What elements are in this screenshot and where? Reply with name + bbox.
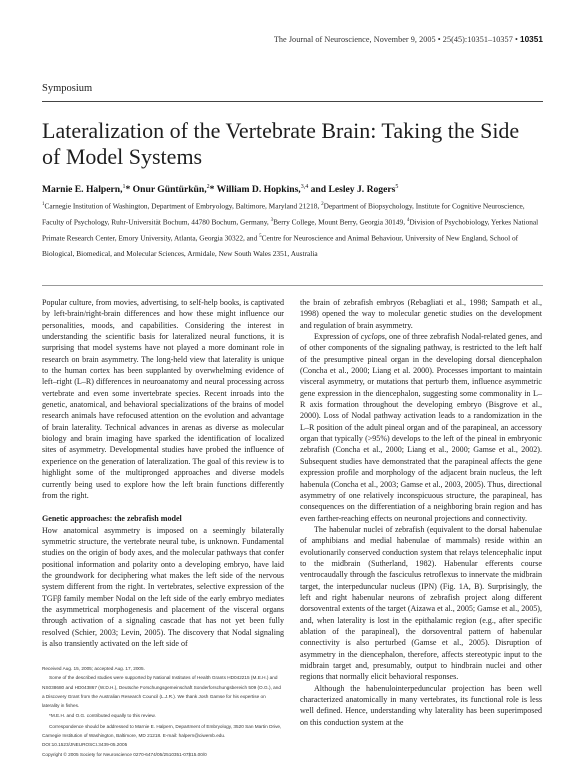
gene-name: cyclops	[360, 332, 385, 342]
author-name: and Lesley J. Rogers	[308, 184, 396, 196]
affiliation-mark: 5	[259, 234, 262, 240]
right-column	[300, 297, 542, 728]
affiliation-text: Carnegie Institution of Washington, Department of Embryology, Baltimore, Maryland 21218,	[44, 201, 322, 211]
footnote-support: Some of the described studies were supported by National Institutes of Health Grants HD042215 (M.E.H.) and NS038680 and HD043867 (W.D.H.), Deutsche Forschungsgemeinschaft Sonderforschungsbereich 509 (O.G.), and a Discovery Grant from the Australian Research Council (L.J.R.). We thank Josh Gamse for his expertise on laterality in fishes.	[42, 675, 281, 709]
author-affiliation-mark: 5	[395, 184, 399, 190]
footnote-copyright: Copyright © 2005 Society for Neuroscience 0270-6474/05/2510351-07$15.00/0	[42, 751, 207, 757]
divider-abstract	[42, 285, 543, 286]
affiliations	[42, 198, 547, 262]
author-name: * Onur Güntürkün,	[125, 184, 207, 196]
author-affiliation-mark: 3,4	[300, 184, 309, 190]
affiliation-text: Centre for Neuroscience and Animal Behaviour, University of New England, School of Biological, Biomedical, and Molecular Sciences, Armidale, New South Wales 2351, Australia	[42, 233, 519, 258]
paragraph-lead: Expression of	[314, 332, 361, 342]
author-affiliation-mark: 2	[206, 184, 210, 190]
left-column	[42, 297, 284, 649]
body-paragraph	[300, 331, 542, 524]
affiliation-mark: 2	[321, 202, 324, 207]
footnote-doi: DOI:10.1523/JNEUROSCI.3439-05.2005	[42, 742, 128, 748]
body-paragraph: The habenular nuclei of zebrafish (equivalent to the dorsal habenulae of amphibians and medial habenulae of mammals) reside within an evolutionarily conserved conduction system that relays telencephalic input to the midbrain (Sutherland, 1982). Habenular efferents course ventrocaudally through the fasciculus retroflexus to innervate the midbrain target, the interpeduncular nucleus (IPN) (Fig. 1A, B). Surprisingly, the left and right habenular neurons of zebrafish project along different dorsoventral extents of the target (Aizawa et al., 2005; Gamse et al., 2005), and, when laterality is lost in the epithalamic region (e.g., after specific ablation of the parapineal), the dorsoventral pattern of habenular connectivity is also perturbed (Gamse et al., 2005). Disruption of asymmetry in the diencephalon, therefore, affects stereotypic input to the midbrain target and, presumably, output to hindbrain nuclei and other regions that normally elicit behavioral responses.	[300, 524, 542, 682]
affiliation-mark: 4	[406, 218, 410, 224]
footnote-correspondence: Correspondence should be addressed to Marnie E. Halpern, Department of Embryology, 3520 San Martin Drive, Carnegie Institution of Washington, Baltimore, MD 21218. E-mail: halpern@ciwemb.edu.	[42, 723, 282, 739]
footnote-equal-contribution: *M.E.H. and O.G. contributed equally to this review.	[49, 713, 156, 719]
author-name: Marnie E. Halpern,	[42, 184, 123, 196]
affiliation-text: Division of Psychobiology, Yerkes National Primate Research Center, Emory University, Atlanta, Georgia 30322, and	[42, 217, 539, 243]
footnote-received: Received Aug. 15, 2005; accepted Aug. 17, 2005.	[42, 666, 145, 671]
page-number: 10351	[519, 35, 543, 44]
affiliation-text: Berry College, Mount Berry, Georgia 30149,	[273, 217, 407, 227]
affiliation-mark: 3	[270, 218, 274, 224]
footnotes	[42, 664, 284, 759]
affiliation-text: Department of Biopsychology, Institute for Cognitive Neuroscience, Faculty of Psychology, Ruhr-Universität Bochum, 44780 Bochum, Germany,	[42, 201, 525, 227]
body-paragraph: How anatomical asymmetry is imposed on a seemingly bilaterally symmetric structure, the vertebrate neural tube, is unknown. Fundamental studies on the origin of body axes, and the molecular pathways that confer positional information and polarity onto a developing embryo, have laid the groundwork for deciphering what makes the left side of the nervous system different from the right. In vertebrates, selective expression of the TGFβ family member Nodal on the left side of the early embryo mediates the asymmetrical morphogenesis and placement of the visceral organs through activation of a signaling cascade that has not yet been fully resolved (Schier, 2003; Levin, 2005). The discovery that Nodal signaling is also transiently activated on the left side of	[42, 525, 284, 648]
affiliation-mark: 1	[42, 202, 45, 207]
intro-paragraph: Popular culture, from movies, advertising, to self-help books, is captivated by left-brain/right-brain differences and how these might influence our personalities, moods, and capabilities. Considering the interest in understanding the scientific basis for lateralized neural functions, it is surprising that model systems have not played a more dominant role in research on brain asymmetry. The long-held view that laterality is unique to the human cortex has been supplanted by overwhelming evidence of left–right (L–R) differences in neuroanatomy and neural processing across vertebrate and even some invertebrate species. Recent inroads into the genetic, anatomical, and behavioral specializations of the brains of model research animals have refocused attention on the evolution and advantage of brain laterality. Technical advances in arenas as diverse as molecular biology and brain imaging have sparked the identification of localized sites of asymmetry. Developmental studies have probed the influence of experience on the generation of lateralization. The goal of this review is to highlight some of the multipronged approaches and diverse models currently being used to explore how the left brain functions differently from the right.	[42, 298, 284, 500]
article-title: Lateralization of the Vertebrate Brain: Taking the Side of Model Systems	[42, 118, 520, 169]
divider-top	[42, 101, 543, 102]
body-paragraph: Although the habenulointerpeduncular projection has been well characterized anatomically in many vertebrates, its functional role is less well defined. Hence, understanding why laterality has been superimposed on this conduction system at the	[300, 683, 542, 727]
paragraph-text: , one of three zebrafish Nodal-related genes, and of other components of the signaling pathway, is restricted to the left half of the presumptive pineal organ in the developing dorsal diencephalon (Concha et al., 2000; Liang et al. 2000). Processes important to maintain visceral asymmetry, or mutations that perturb them, influence asymmetric gene expression in the diencephalon, suggesting some commonality in L–R axis formation throughout the developing embryo (Bisgrove et al., 2000). Loss of Nodal pathway activation leads to a randomization in the L–R position of the adult pineal organ and of the parapineal, an accessory organ that typically (>95%) develops to the left of the pineal in embryonic zebrafish (Concha et al., 2000; Liang et al., 2000; Gamse et al., 2002). Subsequent studies have demonstrated that the parapineal affects the gene expression profile and morphology of the adjacent brain nucleus, the left habenula (Concha et al., 2003; Gamse et al., 2003, 2005). Thus, directional asymmetry of one relatively inconspicuous structure, the parapineal, has consequences on the differentiation of a neighboring brain region and has even farther-reaching effects on neuronal projections and connectivity.	[300, 332, 542, 523]
author-name: * William D. Hopkins,	[209, 184, 301, 196]
author-list	[42, 184, 547, 195]
section-heading: Genetic approaches: the zebrafish model	[42, 514, 182, 524]
journal-info: The Journal of Neuroscience, November 9, 2005 • 25(45):10351–10357 •	[273, 35, 518, 44]
author-affiliation-mark: 1	[122, 184, 126, 190]
body-paragraph: the brain of zebrafish embryos (Rebagliati et al., 1998; Sampath et al., 1998) opened the way to molecular genetic studies on the development and regulation of brain asymmetry.	[300, 298, 542, 330]
running-header	[274, 35, 543, 44]
section-label: Symposium	[42, 83, 93, 94]
